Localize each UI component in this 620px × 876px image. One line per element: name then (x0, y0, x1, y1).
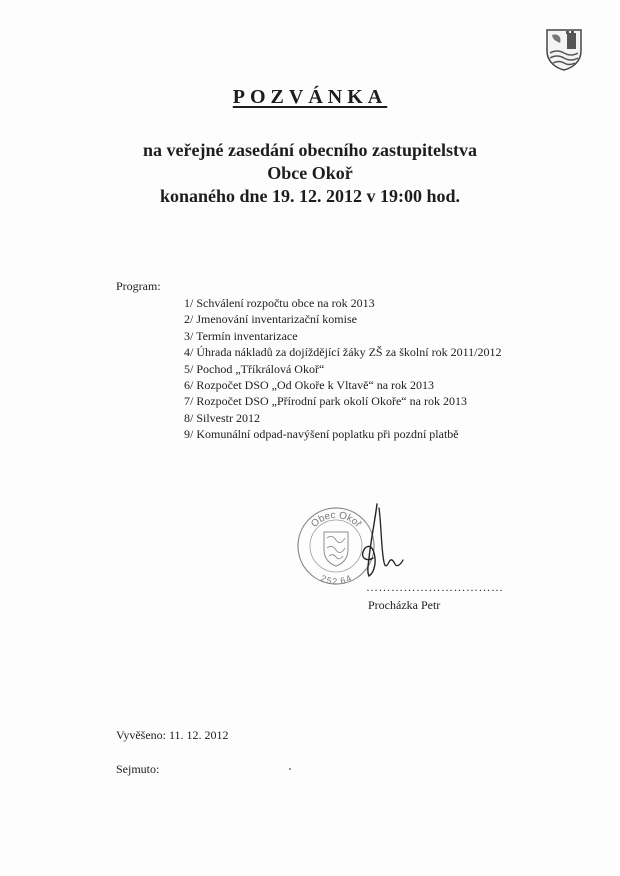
program-item: 5/ Pochod „Tříkrálová Okoř“ (184, 361, 325, 376)
paper-speck (289, 768, 291, 770)
stamp-top-text: Obec Okoř (309, 509, 364, 530)
stamp-bottom-text: 252 64 (319, 573, 353, 586)
handwritten-signature (355, 500, 415, 584)
program-item: 2/ Jmenování inventarizační komise (184, 312, 357, 327)
program-item: 7/ Rozpočet DSO „Přírodní park okolí Okoře“ na rok 2013 (184, 394, 467, 409)
removed-date: Sejmuto: (116, 762, 160, 776)
program-item: 9/ Komunální odpad-navýšení poplatku při pozdní platbě (184, 427, 459, 442)
program-item: 1/ Schválení rozpočtu obce na rok 2013 (184, 296, 375, 310)
coat-of-arms-icon (544, 27, 584, 71)
program-list (184, 295, 501, 443)
meeting-description: na veřejné zasedání obecního zastupitelstva (143, 140, 477, 160)
meeting-date: konaného dne 19. 12. 2012 v 19:00 hod. (159, 186, 461, 206)
program-item: 4/ Úhrada nákladů za dojíždějící žáky ZŠ za školní rok 2011/2012 (184, 345, 502, 360)
program-item: 8/ Silvestr 2012 (184, 410, 261, 425)
signer-name: Procházka Petr (368, 598, 441, 612)
signature-line: …………………………… (366, 580, 504, 594)
document-title: POZVÁNKA (232, 86, 388, 108)
program-label: Program: (116, 279, 161, 293)
program-item: 3/ Termín inventarizace (184, 328, 298, 343)
svg-text:252 64 (319, 573, 353, 586)
posted-date: Vyvěšeno: 11. 12. 2012 (116, 728, 229, 742)
program-item: 6/ Rozpočet DSO „Od Okoře k Vltavě“ na rok 2013 (184, 377, 435, 392)
municipality-name: Obce Okoř (267, 163, 353, 183)
